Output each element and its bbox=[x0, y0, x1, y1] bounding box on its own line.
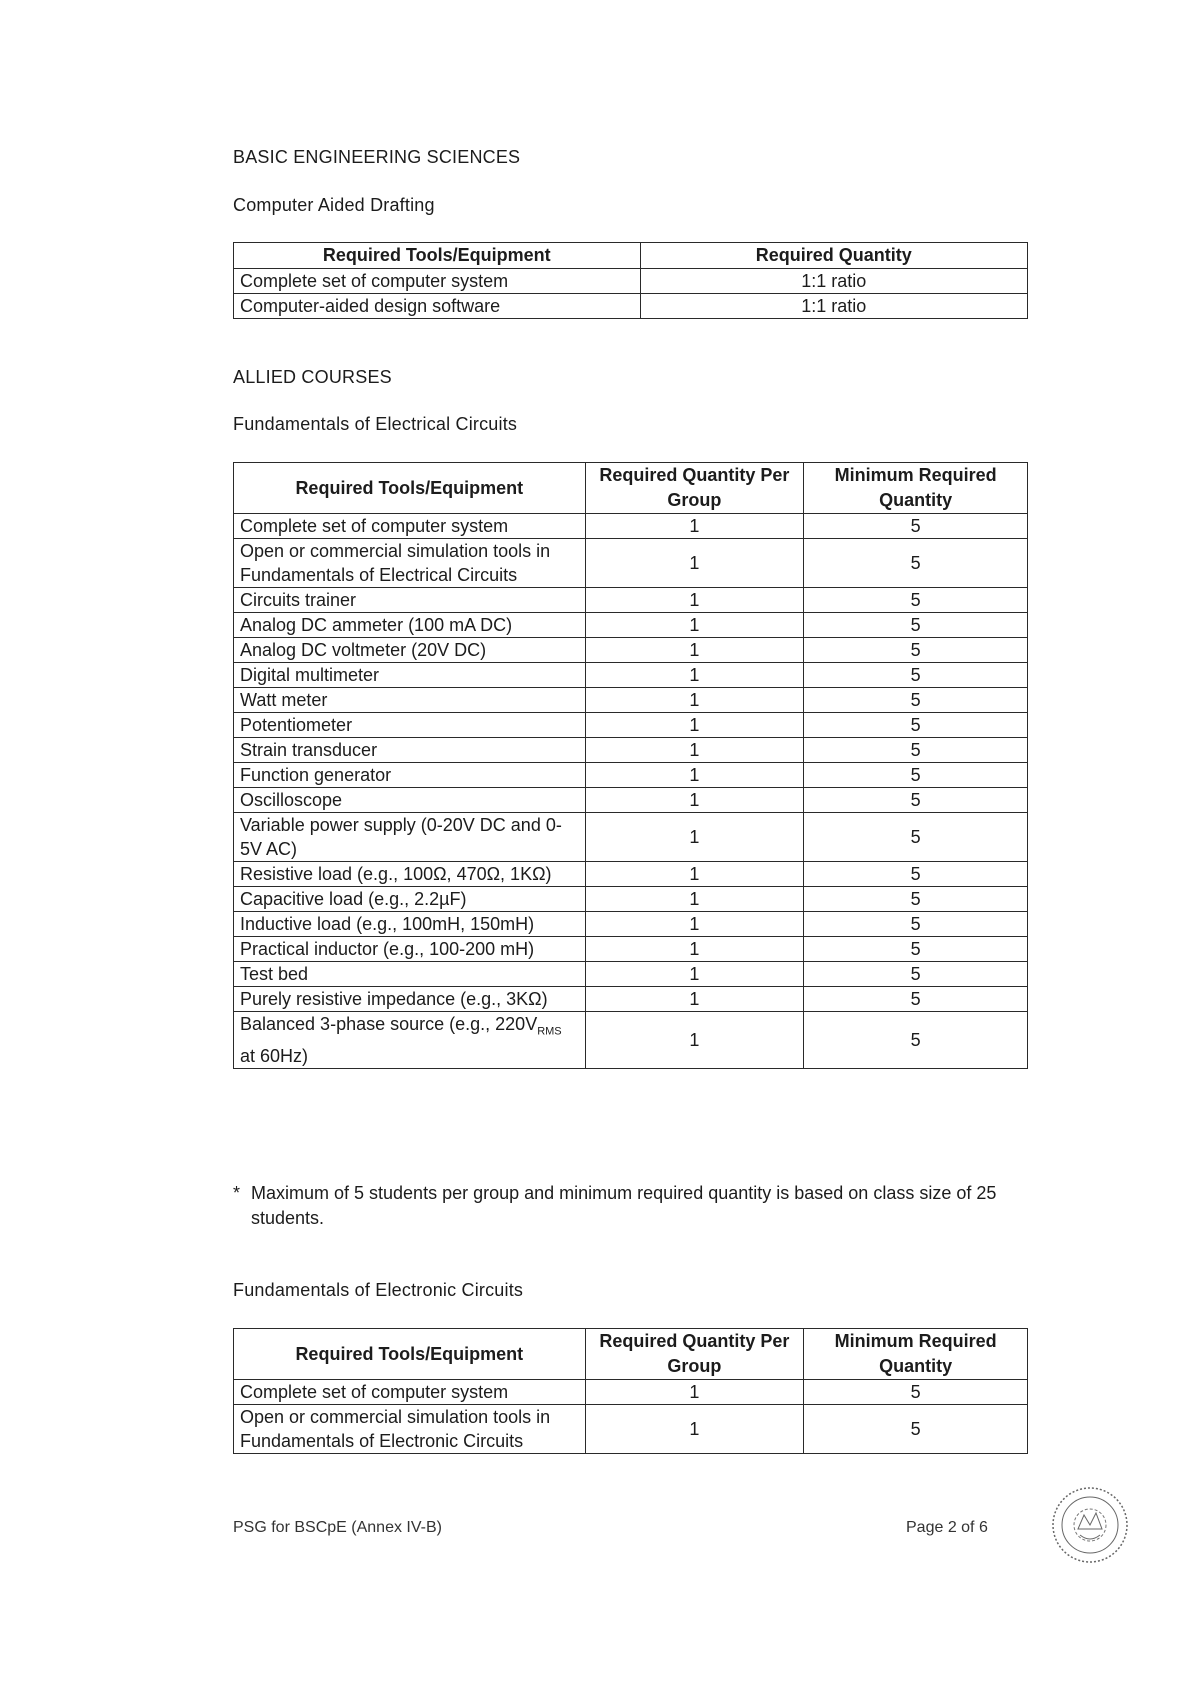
equipment-cell: Test bed bbox=[234, 962, 586, 987]
quantity-per-group-cell: 1 bbox=[585, 663, 804, 688]
table-row bbox=[234, 1405, 1028, 1454]
table-row bbox=[234, 887, 1028, 912]
section-title-basic-engineering: BASIC ENGINEERING SCIENCES bbox=[233, 147, 521, 167]
minimum-quantity-cell: 5 bbox=[804, 1380, 1028, 1405]
table-header-row bbox=[234, 243, 1028, 269]
column-header: Minimum Required Quantity bbox=[804, 1329, 1028, 1380]
quantity-per-group-cell: 1 bbox=[585, 912, 804, 937]
quantity-per-group-cell: 1 bbox=[585, 1012, 804, 1069]
minimum-quantity-cell: 5 bbox=[804, 887, 1028, 912]
minimum-quantity-cell: 5 bbox=[804, 688, 1028, 713]
quantity-per-group-cell: 1 bbox=[585, 588, 804, 613]
minimum-quantity-cell: 5 bbox=[804, 862, 1028, 887]
equipment-cell: Digital multimeter bbox=[234, 663, 586, 688]
equipment-cell: Balanced 3-phase source (e.g., $220V_{RMS}$ at 60Hz) bbox=[234, 1012, 586, 1069]
column-header: Required Quantity Per Group bbox=[585, 1329, 804, 1380]
column-header: Required Tools/Equipment bbox=[234, 1329, 586, 1380]
table-row bbox=[234, 588, 1028, 613]
equipment-cell: Inductive load (e.g., 100mH, 150mH) bbox=[234, 912, 586, 937]
table-header-row bbox=[234, 1329, 1028, 1380]
quantity-per-group-cell: 1 bbox=[585, 813, 804, 862]
table-row bbox=[234, 763, 1028, 788]
quantity-per-group-cell: 1 bbox=[585, 738, 804, 763]
footnote-text: Maximum of 5 students per group and minimum required quantity is based on class size of 25 students. bbox=[251, 1183, 997, 1228]
equipment-cell: Capacitive load (e.g., 2.2µF) bbox=[234, 887, 586, 912]
table-row bbox=[234, 813, 1028, 862]
table-row bbox=[234, 294, 1028, 319]
table-row bbox=[234, 688, 1028, 713]
equipment-cell: Complete set of computer system bbox=[234, 514, 586, 539]
equipment-cell: Oscilloscope bbox=[234, 788, 586, 813]
cad-equipment-table bbox=[233, 242, 1028, 319]
minimum-quantity-cell: 5 bbox=[804, 539, 1028, 588]
table-row bbox=[234, 862, 1028, 887]
equipment-cell: Resistive load (e.g., 100Ω, 470Ω, 1KΩ) bbox=[234, 862, 586, 887]
quantity-per-group-cell: 1 bbox=[585, 613, 804, 638]
minimum-quantity-cell: 5 bbox=[804, 1405, 1028, 1454]
table-row bbox=[234, 713, 1028, 738]
minimum-quantity-cell: 5 bbox=[804, 514, 1028, 539]
table-header-row bbox=[234, 463, 1028, 514]
table-row bbox=[234, 514, 1028, 539]
footnote-mark: * bbox=[233, 1183, 241, 1203]
quantity-per-group-cell: 1 bbox=[585, 713, 804, 738]
column-header: Required Tools/Equipment bbox=[234, 463, 586, 514]
subsection-title-electrical-circuits: Fundamentals of Electrical Circuits bbox=[233, 414, 518, 434]
section-title-allied-courses: ALLIED COURSES bbox=[233, 367, 392, 387]
table-row bbox=[234, 962, 1028, 987]
equipment-cell: Variable power supply (0-20V DC and 0-5V AC) bbox=[234, 813, 586, 862]
minimum-quantity-cell: 5 bbox=[804, 713, 1028, 738]
table-row bbox=[234, 1380, 1028, 1405]
electronic-circuits-equipment-table bbox=[233, 1328, 1028, 1454]
quantity-per-group-cell: 1 bbox=[585, 688, 804, 713]
table-row bbox=[234, 613, 1028, 638]
quantity-per-group-cell: 1 bbox=[585, 862, 804, 887]
footer-page-number: Page 2 of 6 bbox=[906, 1519, 988, 1536]
equipment-cell: Open or commercial simulation tools in Fundamentals of Electrical Circuits bbox=[234, 539, 586, 588]
table-row bbox=[234, 937, 1028, 962]
equipment-cell: Analog DC voltmeter (20V DC) bbox=[234, 638, 586, 663]
equipment-cell: Watt meter bbox=[234, 688, 586, 713]
table-row bbox=[234, 788, 1028, 813]
quantity-per-group-cell: 1 bbox=[585, 937, 804, 962]
quantity-per-group-cell: 1 bbox=[585, 962, 804, 987]
subsection-title-electronic-circuits: Fundamentals of Electronic Circuits bbox=[233, 1280, 524, 1300]
quantity-per-group-cell: 1 bbox=[585, 788, 804, 813]
subsection-title-cad: Computer Aided Drafting bbox=[233, 195, 435, 215]
equipment-cell: Open or commercial simulation tools in Fundamentals of Electronic Circuits bbox=[234, 1405, 586, 1454]
table-row bbox=[234, 663, 1028, 688]
table-row bbox=[234, 1012, 1028, 1069]
minimum-quantity-cell: 5 bbox=[804, 613, 1028, 638]
minimum-quantity-cell: 5 bbox=[804, 813, 1028, 862]
quantity-cell: 1:1 ratio bbox=[640, 269, 1027, 294]
equipment-cell: Potentiometer bbox=[234, 713, 586, 738]
equipment-cell: Complete set of computer system bbox=[234, 269, 641, 294]
minimum-quantity-cell: 5 bbox=[804, 663, 1028, 688]
equipment-cell: Analog DC ammeter (100 mA DC) bbox=[234, 613, 586, 638]
quantity-per-group-cell: 1 bbox=[585, 1380, 804, 1405]
minimum-quantity-cell: 5 bbox=[804, 912, 1028, 937]
table-row bbox=[234, 269, 1028, 294]
equipment-cell: Purely resistive impedance (e.g., 3KΩ) bbox=[234, 987, 586, 1012]
column-header: Required Quantity Per Group bbox=[585, 463, 804, 514]
column-header: Minimum Required Quantity bbox=[804, 463, 1028, 514]
minimum-quantity-cell: 5 bbox=[804, 987, 1028, 1012]
quantity-per-group-cell: 1 bbox=[585, 887, 804, 912]
table-row bbox=[234, 638, 1028, 663]
quantity-per-group-cell: 1 bbox=[585, 539, 804, 588]
equipment-cell: Practical inductor (e.g., 100-200 mH) bbox=[234, 937, 586, 962]
quantity-cell: 1:1 ratio bbox=[640, 294, 1027, 319]
table-row bbox=[234, 539, 1028, 588]
electrical-circuits-equipment-table bbox=[233, 462, 1028, 1069]
quantity-per-group-cell: 1 bbox=[585, 987, 804, 1012]
equipment-cell: Circuits trainer bbox=[234, 588, 586, 613]
footnote bbox=[233, 1181, 1033, 1231]
minimum-quantity-cell: 5 bbox=[804, 937, 1028, 962]
footer-document-id: PSG for BSCpE (Annex IV-B) bbox=[233, 1519, 442, 1536]
minimum-quantity-cell: 5 bbox=[804, 763, 1028, 788]
minimum-quantity-cell: 5 bbox=[804, 738, 1028, 763]
table-row bbox=[234, 912, 1028, 937]
quantity-per-group-cell: 1 bbox=[585, 763, 804, 788]
minimum-quantity-cell: 5 bbox=[804, 588, 1028, 613]
minimum-quantity-cell: 5 bbox=[804, 788, 1028, 813]
quantity-per-group-cell: 1 bbox=[585, 514, 804, 539]
table-row bbox=[234, 738, 1028, 763]
quantity-per-group-cell: 1 bbox=[585, 638, 804, 663]
equipment-cell: Strain transducer bbox=[234, 738, 586, 763]
equipment-cell: Computer-aided design software bbox=[234, 294, 641, 319]
minimum-quantity-cell: 5 bbox=[804, 638, 1028, 663]
minimum-quantity-cell: 5 bbox=[804, 962, 1028, 987]
minimum-quantity-cell: 5 bbox=[804, 1012, 1028, 1069]
column-header: Required Quantity bbox=[640, 243, 1027, 269]
column-header: Required Tools/Equipment bbox=[234, 243, 641, 269]
equipment-cell: Function generator bbox=[234, 763, 586, 788]
equipment-cell: Complete set of computer system bbox=[234, 1380, 586, 1405]
table-row bbox=[234, 987, 1028, 1012]
official-seal-icon bbox=[1050, 1485, 1130, 1565]
quantity-per-group-cell: 1 bbox=[585, 1405, 804, 1454]
